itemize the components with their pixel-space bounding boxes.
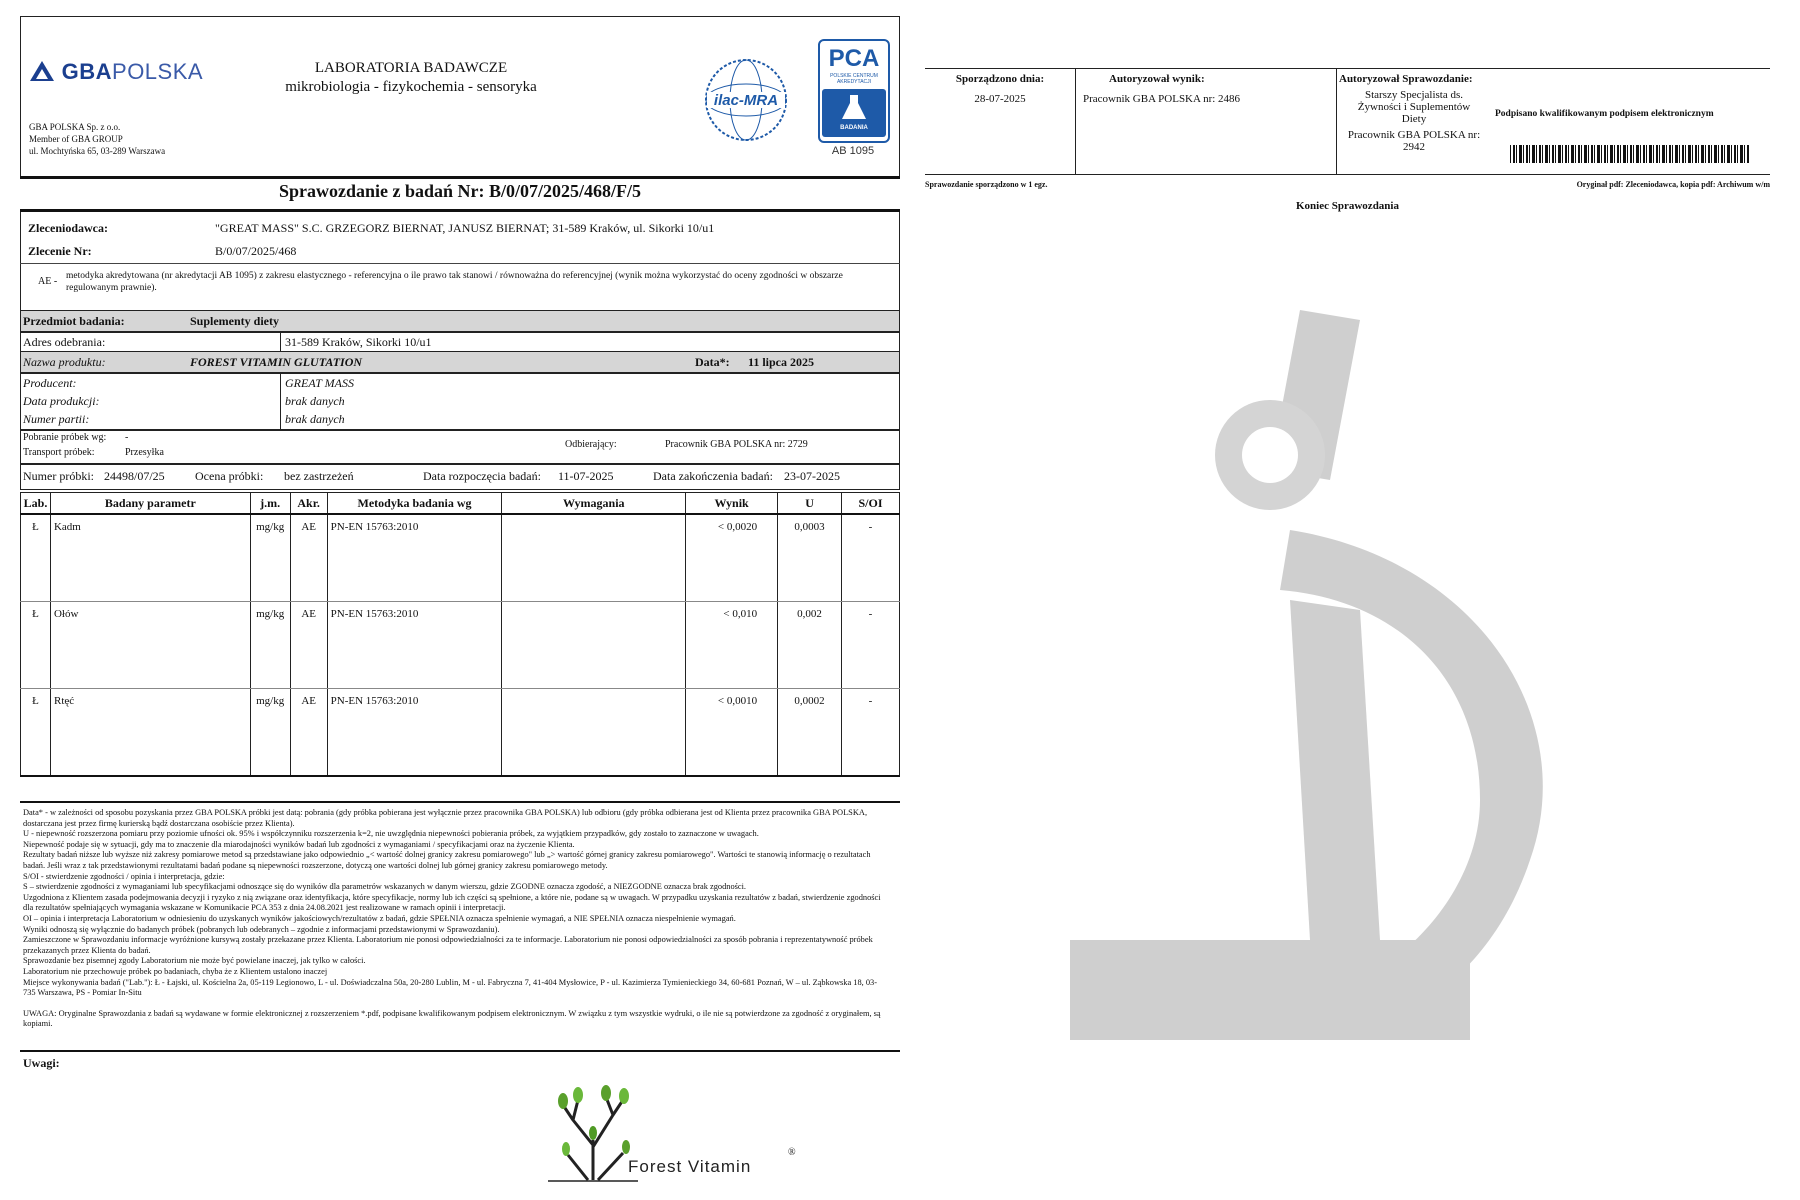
prepared-column: [925, 69, 1075, 174]
brand-light: POLSKA: [112, 59, 204, 84]
pca-sub: POLSKIE CENTRUM AKREDYTACJI: [830, 73, 878, 85]
gba-logo: [29, 59, 203, 85]
cell-lab: Ł: [21, 602, 51, 689]
production-date-value: brak danych: [285, 394, 345, 408]
registered-mark: ®: [788, 1147, 796, 1158]
signature-block: [925, 68, 1770, 175]
subject-label: Przedmiot badania:: [23, 314, 125, 328]
lab-title-text: LABORATORIA BADAWCZE: [314, 60, 508, 76]
transport-value: Przesyłka: [125, 447, 164, 458]
footnote: Data* - w zależności od sposobu pozyskania przez GBA POLSKA próbki jest datą: pobrania (gdy próbka pobierana jest wyłącznie przez pracownika GBA POLSKA) lub odbioru (gdy próbka odbierana jest od Klienta przez pracownika GBA POLSKA, dostarczana jest przez firmę kurierską bądź dostarczana osobiście przez Klienta).: [23, 808, 868, 828]
auth-report-label: Autoryzował Sprawozdanie:: [1339, 73, 1473, 85]
signed-text: Podpisano kwalifikowanym podpisem elektronicznym: [1495, 109, 1714, 119]
ae-description: metodyka akredytowana (nr akredytacji AB 1095) z zakresu elastycznego - referencyjna o ile prawo tak stanowi / równoważna do referencyjnej (wynik można wykorzystać do oceny zgodności w obszarze regulowanym prawnie).: [66, 271, 843, 293]
sampling-label: Pobranie próbek wg:: [23, 432, 107, 443]
table-row: [21, 602, 900, 689]
prepared-label: Sporządzono dnia:: [955, 73, 1045, 85]
assessment-label: Ocena próbki:: [195, 469, 264, 483]
table-row: [21, 514, 900, 602]
cell-requirements: [502, 514, 686, 602]
cell-accreditation: AE: [290, 514, 327, 602]
divider: [20, 1050, 900, 1052]
auth-result-label: Autoryzował wynik:: [1109, 73, 1205, 85]
column-header: U: [778, 493, 842, 515]
date-value: 11 lipca 2025: [748, 355, 815, 369]
sampling-value: -: [125, 432, 129, 443]
footnote: Laboratorium nie przechowuje próbek po badaniach, chyba że z Klientem ustalono inaczej: [23, 966, 328, 976]
results-table: [20, 492, 900, 777]
cell-uncertainty: 0,002: [778, 602, 842, 689]
column-header: Wynik: [686, 493, 778, 515]
client-value: "GREAT MASS" S.C. GRZEGORZ BIERNAT, JANUSZ BIERNAT; 31-589 Kraków, ul. Sikorki 10/u1: [215, 221, 715, 235]
cell-soi: -: [842, 602, 900, 689]
cell-unit: mg/kg: [250, 602, 290, 689]
report-page: [20, 16, 900, 1070]
footnote: OI – opinia i interpretacja Laboratorium w odniesieniu do uzyskanych wyników jakościowych/rezultatów z badań, gdzie SPEŁNIA oznacza spełnienie wymagań, a NIE SPEŁNIA oznacza niespełnienie wymagań.: [23, 913, 736, 923]
cell-accreditation: AE: [290, 602, 327, 689]
report-header: [20, 16, 900, 177]
forest-vitamin-text: Forest Vitamin: [628, 1157, 752, 1176]
producer-label: Producent:: [23, 376, 77, 390]
brand-bold: GBA: [61, 59, 113, 84]
cell-result: < 0,010: [686, 602, 778, 689]
footnote: S/OI - stwierdzenie zgodności / opinia i interpretacja, gdzie:: [23, 871, 225, 881]
transport-label: Transport próbek:: [23, 447, 95, 458]
cell-parameter: Kadm: [50, 514, 250, 602]
footnote: Sprawozdanie bez pisemnej zgody Laboratorium nie może być powielane inaczej, jak tylko w całości.: [23, 956, 366, 966]
footnote: U - niepewność rozszerzona pomiaru przy poziomie ufności ok. 95% i współczynniku rozszerzenia k=2, nie uwzględnia niepewności pobierania próbek, za wyjątkiem przypadków, gdy zostało to zaznaczone w uwagach.: [23, 829, 759, 839]
cell-unit: mg/kg: [250, 689, 290, 777]
flask-icon: [822, 89, 886, 125]
start-date-label: Data rozpoczęcia badań:: [423, 469, 541, 483]
batch-label: Numer partii:: [23, 412, 90, 426]
microscope-watermark: [1060, 300, 1700, 1100]
table-header-row: [21, 493, 900, 515]
company-line: ul. Mochtyńska 65, 03-289 Warszawa: [29, 146, 166, 156]
column-header: Metodyka badania wg: [327, 493, 502, 515]
start-date-value: 11-07-2025: [558, 469, 614, 483]
divider: [20, 263, 900, 264]
cell-requirements: [502, 689, 686, 777]
prepared-value: 28-07-2025: [974, 93, 1026, 105]
cell-unit: mg/kg: [250, 514, 290, 602]
footnote: Rezultaty badań niższe lub wyższe niż zakresy pomiarowe metod są przedstawiane jako odpowiednio „< wartość dolnej granicy zakresu pomiarowego" lub „> wartość górnej granicy zakresu pomiarowego". Wartości te stanowią informację o rezultatach badań. Jeśli wraz z tak przedstawionymi rezultatami badań podane są niepewności rozszerzone, dotyczą one wartości dolnej lub górnej granicy zakresu pomiarowego metody.: [23, 850, 871, 870]
order-label: Zlecenie Nr:: [28, 244, 92, 258]
cell-method: PN-EN 15763:2010: [327, 514, 502, 602]
ae-code: AE -: [38, 276, 58, 287]
auth-report-column: [1339, 69, 1489, 174]
client-label: Zleceniodawca:: [28, 221, 108, 235]
product-value: FOREST VITAMIN GLUTATION: [190, 355, 363, 369]
assessment-value: bez zastrzeżeń: [284, 469, 354, 483]
footnotes: [23, 808, 883, 1030]
auth-report-role: Starszy Specjalista ds. Żywności i Suplementów Diety: [1357, 89, 1471, 125]
cell-method: PN-EN 15763:2010: [327, 602, 502, 689]
ilac-text: ilac-MRA: [713, 92, 779, 109]
sample-number-label: Numer próbki:: [23, 469, 94, 483]
cell-uncertainty: 0,0002: [778, 689, 842, 777]
producer-value: GREAT MASS: [285, 376, 354, 390]
cell-result: < 0,0010: [686, 689, 778, 777]
original-note: Oryginał pdf: Zleceniodawca, kopia pdf: Archiwum w/m: [1576, 180, 1770, 189]
cell-method: PN-EN 15763:2010: [327, 689, 502, 777]
receiver-label: Odbierający:: [565, 439, 617, 450]
company-line: Member of GBA GROUP: [29, 134, 123, 144]
batch-value: brak danych: [285, 412, 345, 426]
remarks-label: Uwagi:: [23, 1056, 60, 1070]
report-title: Sprawozdanie z badań Nr: B/0/07/2025/468/F/5: [278, 181, 642, 201]
cell-lab: Ł: [21, 689, 51, 777]
gba-logo-icon: [29, 60, 55, 82]
auth-result-column: [1083, 69, 1333, 174]
lab-title: [261, 59, 561, 97]
address-value: 31-589 Kraków, Sikorki 10/u1: [285, 335, 432, 349]
company-address: [29, 121, 165, 157]
auth-result-value: Pracownik GBA POLSKA nr: 2486: [1083, 93, 1241, 105]
production-date-label: Data produkcji:: [23, 394, 100, 408]
cell-requirements: [502, 602, 686, 689]
copies-note: Sprawozdanie sporządzono w 1 egz.: [925, 180, 1048, 189]
end-date-label: Data zakończenia badań:: [653, 469, 773, 483]
tree-icon: [548, 1085, 638, 1185]
barcode: [1510, 145, 1750, 163]
ilac-mra-logo: [701, 55, 791, 145]
address-label: Adres odebrania:: [23, 335, 106, 349]
producer-block: [20, 372, 900, 431]
product-label: Nazwa produktu:: [23, 355, 106, 369]
column-header: S/OI: [842, 493, 900, 515]
pca-text: PCA: [828, 45, 880, 72]
divider: [20, 176, 900, 179]
end-of-report: Koniec Sprawozdania: [1296, 200, 1399, 212]
cell-lab: Ł: [21, 514, 51, 602]
pca-badania: BADANIA: [840, 125, 868, 131]
footnote: S – stwierdzenie zgodności z wymaganiami lub specyfikacjami odnoszące się do wyników dla parametrów wskazanych w danym wierszu, gdzie ZGODNE oznacza zgodość, a NIEZGODNE oznacza brak zgodności.: [23, 882, 747, 892]
end-date-value: 23-07-2025: [784, 469, 840, 483]
subject-value: Suplementy diety: [190, 314, 280, 328]
column-header: Lab.: [21, 493, 51, 515]
date-label: Data*:: [695, 355, 730, 369]
table-row: [21, 689, 900, 777]
company-line: GBA POLSKA Sp. z o.o.: [29, 122, 121, 132]
cell-parameter: Ołów: [50, 602, 250, 689]
warning-note: UWAGA: Oryginalne Sprawozdania z badań są wydawane w formie elektronicznej z rozszerzeniem *.pdf, podpisane kwalifikowanym podpisem elektronicznym. W związku z tym wszystkie wydruki, o ile nie są potwierdzone za zgodność z oryginałem, są kopiami.: [23, 1008, 881, 1029]
accreditation-number: AB 1095: [831, 145, 875, 157]
subject-band: [20, 310, 900, 333]
receiver-value: Pracownik GBA POLSKA nr: 2729: [665, 439, 808, 450]
cell-parameter: Rtęć: [50, 689, 250, 777]
address-row: [20, 331, 900, 353]
cell-soi: -: [842, 689, 900, 777]
cell-accreditation: AE: [290, 689, 327, 777]
footnote: Uzgodniona z Klientem zasada podejmowania decyzji i ryzyko z nią związane oraz identyfikacja, które specyfikacje, normy lub ich części są spełnione, a które nie, podane są w uwagach. W przypadku uzyskania rezultatów z badań, stwierdzenie zgodności dla rezultatów spełniających wymagania wskazane w Komunikacie PCA 353 z dnia 24.08.2021 jest realizowane w ramach opinii i interpretacji.: [23, 892, 881, 913]
cell-soi: -: [842, 514, 900, 602]
footnote: Wyniki odnoszą się wyłącznie do badanych próbek (pobranych lub odebranych – zgodnie z informacjami przedstawionymi w Sprawozdaniu).: [23, 924, 500, 934]
lab-subtitle: mikrobiologia - fizykochemia - sensoryka: [285, 79, 537, 95]
pca-logo: [818, 39, 888, 149]
sample-number-value: 24498/07/25: [104, 469, 165, 483]
column-header: Akr.: [290, 493, 327, 515]
footnote: Niepewność podaje się w sytuacji, gdy ma to znaczenie dla miarodajności wyników badań lub zgodności z wymaganiami / specyfikacjami oraz na życzenie Klienta.: [23, 839, 575, 849]
column-header: j.m.: [250, 493, 290, 515]
forest-vitamin-logo: [548, 1085, 828, 1185]
column-header: Wymagania: [502, 493, 686, 515]
footnote: Zamieszczone w Sprawozdaniu informacje wyróżnione kursywą zostały przekazane przez Klienta. Laboratorium nie ponosi odpowiedzialności za te informacje. Laboratorium nie ponosi odpowiedzialności za sposób pobrania i reprezentatywność próbek przekazanych przez Klienta do badań.: [23, 935, 873, 955]
column-header: Badany parametr: [50, 493, 250, 515]
footnote: Miejsce wykonywania badań ("Lab."): Ł - Łajski, ul. Kościelna 2a, 05-119 Legionowo, L - ul. Doświadczalna 50a, 20-280 Lublin, M - ul. Fabryczna 7, 41-404 Mysłowice, P - ul. Kazimierza Tymienieckiego 34, 60-681 Poznań, W – ul. Ząbkowska 18, 03-735 Warszawa, PS - Pomiar In-Situ: [23, 977, 878, 998]
cell-uncertainty: 0,0003: [778, 514, 842, 602]
pca-badge: [822, 89, 886, 137]
divider: [20, 801, 900, 803]
order-value: B/0/07/2025/468: [215, 244, 297, 258]
cell-result: < 0,0020: [686, 514, 778, 602]
auth-report-worker: Pracownik GBA POLSKA nr: 2942: [1347, 129, 1481, 153]
